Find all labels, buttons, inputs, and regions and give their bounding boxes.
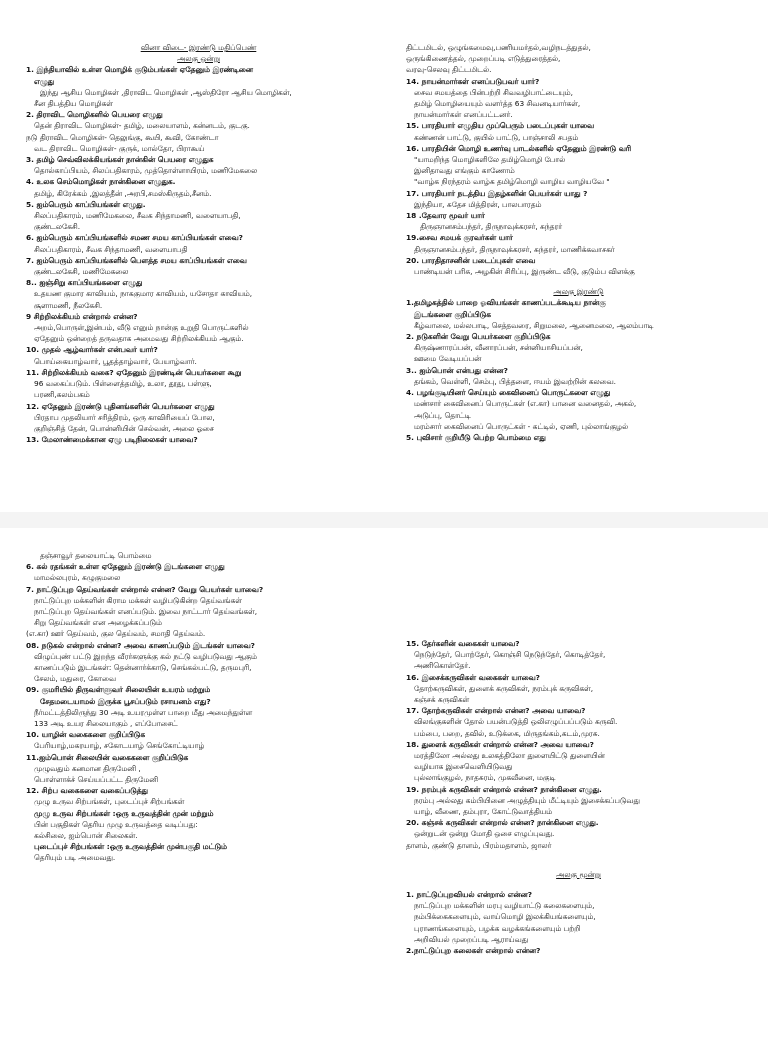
text-line: திருஞானசம்பந்தர், திருநாவுக்கரசர், சுந்தரர் xyxy=(420,222,563,232)
text-line: பொள்ளாக்ச் செய்யப்பட்ட திருமேனி xyxy=(34,775,159,785)
text-line: தெரியும் படி அமைவது. xyxy=(34,853,116,863)
text-line: பம்பை, பறை, தவில், உடுக்கை, மிருதங்கம்,கடம்,முரசு. xyxy=(414,728,600,738)
text-line: 14. நாயன்மார்கள் எனப்படுபவர் யார்? xyxy=(406,76,540,86)
text-line: தமிழ் மொழியையும் வளர்த்த 63 சிவனடியார்கள், xyxy=(414,99,581,109)
text-line: குறிஞ்சித் தேன், பொன்னியின் செல்வன், அலை ஓசை xyxy=(34,423,214,433)
text-line: 11.ஐம்பொன் சிலையின் வகைகளை குறிப்பிடுக xyxy=(26,752,189,762)
text-line: பரணி,கலம்பகம் xyxy=(34,390,90,400)
text-line: அலகு ஒன்று xyxy=(177,54,220,64)
text-line: விலங்குகளின் தோல் பயன்படுத்தி ஒலிஎழுப்பப்படும் கருவி. xyxy=(414,717,618,727)
text-line: 96 வகைப்படும். பிள்ளைத்தமிழ், உலா, தூது, பள்ளு, xyxy=(34,379,212,389)
text-line: அறம்,பொருள்,இன்பம், வீடு எனும் நான்கு உறுதி பொருட்களில் xyxy=(34,323,249,333)
text-line: கிருஷ்ணாரப்பன், வீனாரப்பன், சன்னியாசியப்பன், xyxy=(414,343,583,353)
text-line: சூளாமணி, நீலகேசி. xyxy=(34,300,103,310)
text-line: கீழ்வாலை, மல்லபாடி, செத்தவரை, சிறுமலை, ஆனைமலை, ஆலம்பாடி xyxy=(414,320,654,330)
text-line: 20. பாரதிதாசனின் படைப்புகள் எவை xyxy=(406,255,536,265)
text-line: 17. பாரதியார் நடத்திய இதழ்களின் பெயர்கள் யாது ? xyxy=(406,188,588,198)
text-line: 9 சிற்றிலக்கியம் என்றால் என்ன? xyxy=(26,311,138,321)
text-line: பாண்டியன் பரிசு, அழகின் சிரிப்பு, இருண்ட வீடு, குடும்ப விளக்கு xyxy=(414,267,635,277)
text-line: நாயன்மார்கள் எனப்பட்டனர். xyxy=(414,110,513,120)
text-line: 10. முதல் ஆழ்வார்கள் என்பவர் யார்? xyxy=(26,345,158,355)
text-line: 4. பழங்குடியினர் செய்யும் கைவினைப் பொருட்களை எழுது xyxy=(406,388,611,398)
text-line: அடுப்பு, தொட்டி xyxy=(414,410,471,420)
text-line: 16. பாரதியின் மொழி உணர்வு பாடல்களில் ஏதேனும் இரண்டு வரி xyxy=(406,143,632,153)
text-line: அறிவியல் முறைப்படி ஆராய்வது xyxy=(414,934,529,944)
text-line: 08. நடுகல் என்றால் என்ன? அவை காணப்படும் இடங்கள் யாவை? xyxy=(26,640,255,650)
text-line: 7. நாட்டுப்புற தெய்வங்கள் என்றால் என்ன? வேறு பெயர்கள் யாவை? xyxy=(26,584,264,594)
text-line: (எ.கா) ஊர் தெய்வம், குல தெய்வம், சமாதி தெய்வம். xyxy=(26,629,206,639)
text-line: கல்சிலை, ஐம்பொன் சிலைகள். xyxy=(34,831,138,841)
page2-left-column xyxy=(26,550,371,864)
text-line: 8.. ஐஞ்சிறு காப்பியங்களை எழுது xyxy=(26,278,143,288)
text-line: 6. கல் ரதங்கள் உள்ள ஏதேனும் இரண்டு இடங்களை எழுது xyxy=(26,562,225,572)
text-line: புல்லாங்குழல், நாதசுரம், முகவீனை, மகுடி xyxy=(414,773,556,783)
text-line: அலகு இரண்டு xyxy=(553,287,604,297)
text-line: குண்டலகேசி. xyxy=(34,222,81,232)
text-line: சைவ சமயத்தை பின்பற்றி சிவவழிபாட்டையும், xyxy=(414,87,573,97)
text-line: தொல்காப்பியம், சிலப்பதிகாரம், முத்தொள்ளாயிரம், மணிமேகலை xyxy=(34,166,258,176)
text-line: மாமல்லபுரம், கழுகுமலை xyxy=(34,573,121,583)
text-line: பின் பகுதிகள் தெரிய முழு உருவத்தை வடிப்பது: xyxy=(34,819,198,829)
text-line: இந்து ஆசிய மொழிகள் ,திராவிட மொழிகள் ,ஆஸ்திரோ ஆசிய மொழிகள், xyxy=(40,87,292,97)
text-line: 19.சைவ சமயக் குரவர்கள் யார் xyxy=(406,233,513,243)
text-line: வழியாக இசைவெளியிடுவது xyxy=(414,762,513,772)
document-page-2 xyxy=(0,528,768,1040)
text-line xyxy=(406,880,751,889)
text-line: வரவு-செலவு திட்டமிடல். xyxy=(406,65,492,75)
text-line: 20. கஞ்சக் கருவிகள் என்றால் என்ன? நான்கினை எழுது. xyxy=(406,818,599,828)
text-line: உதயண குமார காவியம், நாககுமார காவியம், யசோதா காவியம், xyxy=(34,289,253,299)
text-line: மரத்திலோ அல்லது உலகத்திலோ துளையிட்டு துளையின் xyxy=(414,751,605,761)
page-separator xyxy=(0,512,768,528)
page1-right-column xyxy=(406,42,751,443)
text-line: ஒருங்கிணைத்தல், முறைப்படி எடுத்துரைத்தல், xyxy=(406,54,561,64)
text-line: 15. தேர்களின் வகைகள் யாவை? xyxy=(406,639,520,648)
text-line: புடைப்புச் சிற்பங்கள் :ஒரு உருவத்தின் முன்பகுதி மட்டும் xyxy=(34,842,228,852)
text-line: 2.நாட்டுப்புற கலைகள் என்றால் என்ன? xyxy=(406,946,541,956)
text-line: நாட்டுப்புற மக்களின் மரபு வழியாட்டு கலைகளையும், xyxy=(414,901,595,911)
text-line: தஞ்சாவூர் தலையாட்டி பொம்மை xyxy=(40,551,152,560)
text-line: ஒன்றுடன் ஒன்று மோதி ஒசை எழுப்புவது. xyxy=(414,829,555,839)
text-line: 13. மேலாண்மைக்கான ஏழு படிநிலைகள் யாவை? xyxy=(26,435,198,445)
text-line: இடங்களை குறிப்பிடுக xyxy=(414,309,491,319)
text-line: கண்ணன் பாட்டு, குயில் பாட்டு, பாஞ்சாலி சபதம் xyxy=(414,132,579,142)
text-line: சீன திபத்திய மொழிகள் xyxy=(34,99,113,109)
text-line: முழு உருவ சிற்பங்கள் :ஒரு உருவத்தின் முன் மற்றும் xyxy=(34,808,214,818)
text-line: திருஞானசம்பந்தர், திருநாவுக்கரசர், சுந்தரர், மாணிக்கவாசகர் xyxy=(414,244,615,254)
text-line: அலகு மூன்று xyxy=(556,869,601,879)
text-line: யாழ், வீணை, தம்புரா, கோட்டுவாத்தியம் xyxy=(414,807,553,817)
text-line: நீர்மட்டத்திலிருந்து 30 அடி உயரமுள்ள பாறை மீது அமைந்துள்ள xyxy=(34,707,253,717)
text-line: முழு உருவ சிற்பங்கள், புடைப்புச் சிற்பங்கள் xyxy=(34,797,185,807)
text-line: அணிகொள்தேர். xyxy=(414,661,471,671)
text-line: தங்கம், வெள்ளி, செம்பு, பித்தளை, ஈயம் இவற்றின் கலவை. xyxy=(414,376,617,386)
text-line: 3. தமிழ் செவ்விலக்கியங்கள் நான்கின் பெயரை எழுதுக xyxy=(26,155,214,165)
text-line: மண்சார் கைவினைப் பொருட்கள் (எ.கா) பானை வனைதல், அகல், xyxy=(414,399,637,409)
text-line: தென் திராவிட மொழிகள்- தமிழ், மலையாளம், கன்னடம், குடகு. xyxy=(34,121,250,131)
text-line: ஊமை வேடியப்பன் xyxy=(414,354,482,364)
text-line: முழுவதும் கனமான திருமேனி , xyxy=(34,763,141,773)
text-line: ஏதேனும் ஒன்றைத் தருவதாக அமைவது சிற்றிலக்கியம் ஆகும். xyxy=(34,334,244,344)
text-line: பொய்கையாழ்வார், பூதத்தாழ்வார், பேயாழ்வார். xyxy=(34,356,197,366)
text-line: 3.. ஐம்பொன் என்பது என்ன? xyxy=(406,365,508,375)
text-line: சிலப்பதிகாரம், மணிமேகலை, சீவக சிந்தாமணி, வளையாபதி, xyxy=(34,211,241,221)
text-line: நாட்டுப்புற மக்களின் கிராம மக்கள் வழிபடுகின்ற தெய்வங்கள் xyxy=(34,595,242,605)
text-line: சிறு தெய்வங்கள் என அழைக்கப்படும் xyxy=(34,618,162,628)
text-line: கஞ்சக் கருவிகள் xyxy=(414,695,470,705)
text-line: 11. சிற்றிலக்கியம் வகை? ஏதேனும் இரண்டின் பெயர்களை கூறு xyxy=(26,367,242,377)
text-line: 6. ஐம்பெரும் காப்பியங்களில் சமண சமய காப்பியங்கள் எவை? xyxy=(26,233,243,243)
text-line: இந்தியா, சுதேச மித்திரன், பாலபாரதம் xyxy=(414,199,542,209)
text-line: இனிதாவது எங்கும் காணோம் xyxy=(414,166,515,176)
text-line xyxy=(406,860,751,869)
text-line: 15. பாரதியார் எழுதிய முப்பெரும் படைப்புகள் யாவை xyxy=(406,121,595,131)
text-line: 09. குமரியில் திருவள்ளுவர் சிலையின் உயரம் மற்றும் xyxy=(26,685,211,695)
text-line: மரம்சார் கைவினைப் பொருட்கள் - கட்டில், ஏணி, புல்லாங்குழல் xyxy=(414,421,629,431)
text-line: சிலப்பதிகாரம், சீவக சிந்தாமணி, வளையாபதி xyxy=(34,244,188,254)
text-line: 12. ஏதேனும் இரண்டு புதினங்களின் பெயர்களை எழுது xyxy=(26,401,215,411)
text-line: 2. திராவிட மொழிகளில் பெயரை எழுது xyxy=(26,110,163,120)
text-line: நரம்பு அல்லது கம்பியினை அழுத்தியும் மீட்டியும் இசைக்கப்படுவது xyxy=(414,795,640,805)
text-line: நாட்டுப்புற தெய்வங்கள் எனப்படும். இவை நாட்டார் தெய்வங்கள், xyxy=(34,607,258,617)
text-line: 18 .தேவார மூவர் யார் xyxy=(406,211,485,221)
text-line: காணப்படும் இடங்கள்: தென்னார்க்காடு, செங்கல்பட்டு, தருமபுரி, xyxy=(34,663,252,673)
text-line: புராணங்களையும், பழக்க வழக்கங்களையும் பற்றி xyxy=(414,923,581,933)
text-line: 1.தமிழகத்தில் பாறை ஓவியங்கள் காணப்படக்கூடிய நான்கு xyxy=(406,298,606,308)
text-line: 1. நாட்டுப்புறவியல் என்றால் என்ன? xyxy=(406,890,533,900)
text-line: குண்டலகேசி, மணிமேகலை xyxy=(34,267,129,277)
text-line: 12. சிற்ப வகைகளை வகைப்படுத்து xyxy=(26,786,148,796)
text-line: 7. ஐம்பெரும் காப்பியங்களில் பௌத்த சமய காப்பியங்கள் எவை xyxy=(26,255,247,265)
page1-left-column xyxy=(26,42,371,445)
text-line: 5. புவிசார் குறியீடு பெற்ற பொம்மை எது xyxy=(406,432,546,442)
text-line: தோற்கருவிகள், துளைக் கருவிகள், நரம்புக் கருவிகள், xyxy=(414,683,594,693)
text-line: "வாழ்க நிரந்தரம் வாழ்க தமிழ்மொழி வாழிய வாழியவே " xyxy=(414,177,610,187)
text-line: நடு திராவிட மொழிகள்- தெலுங்கு, கூயி, கூவி, கோண்டா xyxy=(26,132,219,142)
text-line: பிரதாப முதலியார் சரித்திரம், ஒரு காவிரியைப் போல, xyxy=(34,412,215,422)
text-line: பேரியாழ்,மகரயாழ், சகோடயாழ் செங்கோட்டியாழ் xyxy=(34,741,205,751)
text-line: 16. இசைக்கருவிகள் வகைகள் யாவை? xyxy=(406,672,540,682)
text-line: வினா விடை- இரண்டு மதிப்பெண் xyxy=(140,43,257,52)
text-line: "யாமறிந்த மொழிகளிலே தமிழ்மொழி போல் xyxy=(414,155,566,165)
text-line: விழுப்புண் பட்டு இறந்த வீரர்களுக்கு கல் நட்டு வழிபடுவது ஆகும் xyxy=(34,651,257,661)
text-line: சேலம், மதுரை, கோவை xyxy=(34,674,116,684)
text-line: 17. தோற்கருவிகள் என்றால் என்ன? அவை யாவை? xyxy=(406,706,586,716)
text-line: 133 அடி உயர சிலையாகும் , எப்போசைட் xyxy=(34,719,178,729)
text-line: 4. உலக செம்மொழிகள் நான்கினை எழுதுக. xyxy=(26,177,176,187)
text-line: 10. யாழின் வகைகளை குறிப்பிடுக xyxy=(26,730,146,740)
text-line: 5. ஐம்பெரும் காப்பியங்கள் எழுது. xyxy=(26,199,146,209)
text-line: 2. நடுகளின் வேறு பெயர்களை குறிப்பிடுக xyxy=(406,332,551,342)
page2-right-column xyxy=(406,638,751,956)
text-line: தமிழ், கிரேக்கம் ,இலத்தீன் ,அரபி,சமஸ்கிருதம்,சீனம். xyxy=(34,188,212,198)
text-line: 18. துளைக் கருவிகள் என்றால் என்ன? அவை யாவை? xyxy=(406,739,594,749)
text-line xyxy=(406,277,751,286)
text-line: 19. நரம்புக் கருவிகள் என்றால் என்ன? நான்கினை எழுது. xyxy=(406,784,602,794)
document-page-1 xyxy=(0,0,768,512)
text-line xyxy=(406,851,751,860)
text-line: தாளம், குண்டு தாளம், பிரம்மதாளம், ஜாலர் xyxy=(406,840,552,850)
text-line: 1. இந்தியாவில் உள்ள மொழிக் குடும்பங்கள் ஏதேனும் இரண்டினை xyxy=(26,65,253,75)
text-line: வட திராவிட மொழிகள்- குருக், மால்தோ, பிராகூய் xyxy=(34,143,205,153)
text-line: சேதமடையாமல் இருக்க பூசப்படும் ரசாயனம் எது? xyxy=(40,696,211,706)
text-line: திட்டமிடல், ஒழுங்கமைவு,பணியமர்தல்,வழிநடத்துதல், xyxy=(406,43,591,52)
text-line: எழுது xyxy=(34,76,55,86)
text-line: நெடுந்தேர், பொற்தேர், கொஞ்சி நெடுந்தேர், கொடித்தேர், xyxy=(414,650,606,660)
text-line: நம்பிக்கைகளையும், வாய்மொழி இலக்கியங்களையும், xyxy=(414,912,596,922)
